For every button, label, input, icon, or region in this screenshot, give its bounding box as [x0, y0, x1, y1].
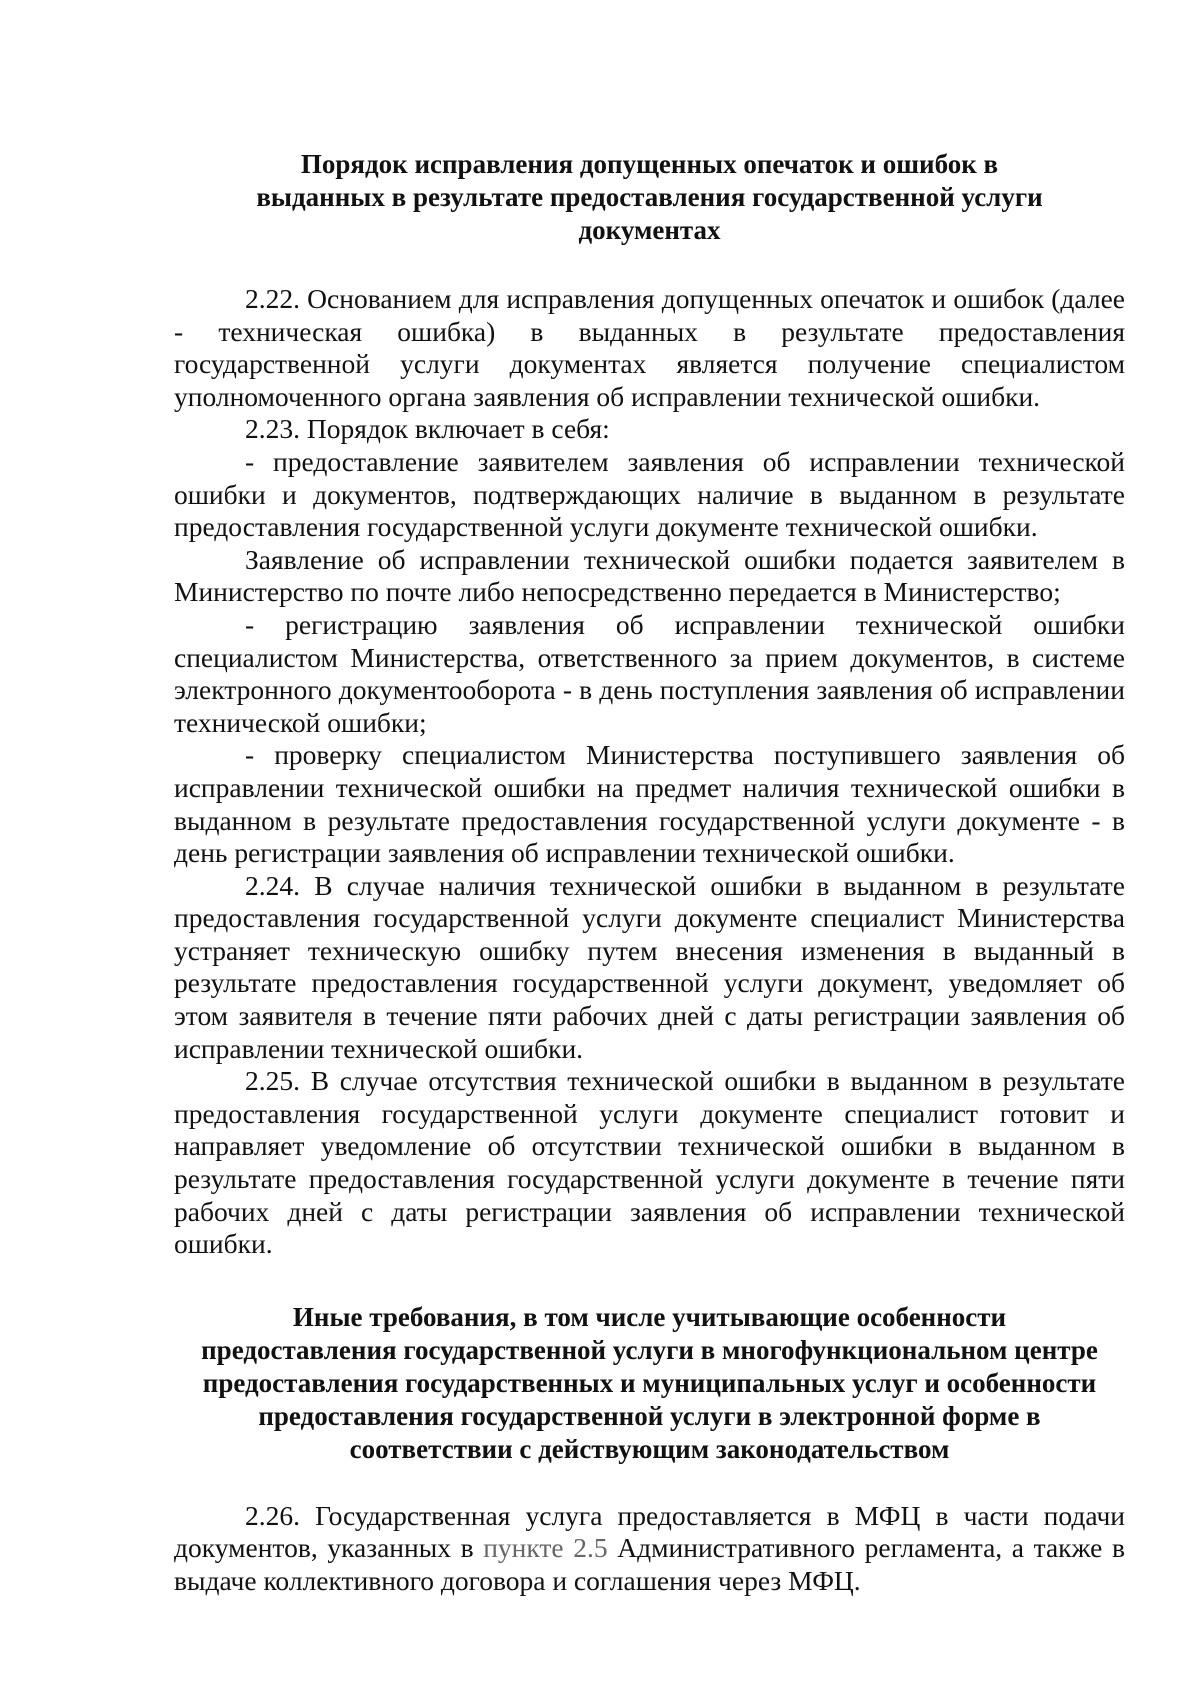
paragraph-2-23: 2.23. Порядок включает в себя: [245, 413, 610, 445]
heading-line: предоставления государственной услуги в электронной форме в [258, 1400, 1041, 1431]
paragraph-2-26 [174, 1500, 1125, 1598]
document-content [174, 148, 1125, 1598]
heading-line: соответствии с действующим законодательством [349, 1433, 950, 1464]
heading-line: выданных в результате предоставления государственной услуги [256, 182, 1043, 212]
spacer [174, 1466, 1125, 1500]
heading-line: Порядок исправления допущенных опечаток и ошибок в [300, 149, 999, 179]
paragraph-text: Административного регламента, а также в выдаче коллективного договора и соглашения через МФЦ. [174, 1532, 1126, 1596]
clause-reference-link[interactable]: пункте 2.5 [483, 1532, 608, 1564]
heading-line: предоставления государственной услуги в многофункциональном центре [201, 1334, 1098, 1365]
paragraph-application-submission: Заявление об исправлении технической ошибки подается заявителем в Министерство по почте либо непосредственно передается в Министерство; [174, 543, 1125, 608]
paragraph-2-25: 2.25. В случае отсутствия технической ошибки в выданном в результате предоставления государственной услуги документе специалист готовит и направляет уведомление об отсутствии технической ошибки в выданном в результате предоставления государственной услуги документе в течение пяти рабочих дней с даты регистрации заявления об исправлении технической ошибки. [174, 1065, 1125, 1260]
paragraph-2-24: 2.24. В случае наличия технической ошибки в выданном в результате предоставления государственной услуги документе специалист Министерства устраняет техническую ошибку путем внесения изменения в выданный в результате предоставления государственной услуги документ, уведомляет об этом заявителя в течение пяти рабочих дней с даты регистрации заявления об исправлении технической ошибки. [174, 869, 1125, 1064]
list-item-registration: - регистрацию заявления об исправлении технической ошибки специалистом Министерства, ответственного за прием документов, в системе электронного документооборота - в день поступления заявления об исправлении технической ошибки; [174, 608, 1125, 738]
section-heading-typo-correction [174, 148, 1125, 247]
list-item-submission: - предоставление заявителем заявления об исправлении технической ошибки и документов, подтверждающих наличие в выданном в результате предоставления государственной услуги документе технической ошибки. [174, 445, 1125, 543]
heading-line: Иные требования, в том числе учитывающие особенности [292, 1301, 1007, 1332]
heading-line: документах [578, 215, 721, 245]
heading-line: предоставления государственных и муниципальных услуг и особенности [202, 1367, 1097, 1398]
spacer [174, 1261, 1125, 1301]
spacer [174, 247, 1125, 283]
paragraph-text: 2.26. Государственная услуга предоставляется в МФЦ в части подачи документов, указанных в [174, 1499, 1125, 1564]
list-item-verification: - проверку специалистом Министерства поступившего заявления об исправлении технической ошибки на предмет наличия технической ошибки в выданном в результате предоставления государственной услуги документе - в день регистрации заявления об исправлении технической ошибки. [174, 739, 1125, 869]
paragraph-2-22: 2.22. Основанием для исправления допущенных опечаток и ошибок (далее - техническая ошибка) в выданных в результате предоставления государственной услуги документах является получение специалистом уполномоченного органа заявления об исправлении технической ошибки. [174, 283, 1125, 412]
section-heading-other-requirements [174, 1301, 1125, 1466]
